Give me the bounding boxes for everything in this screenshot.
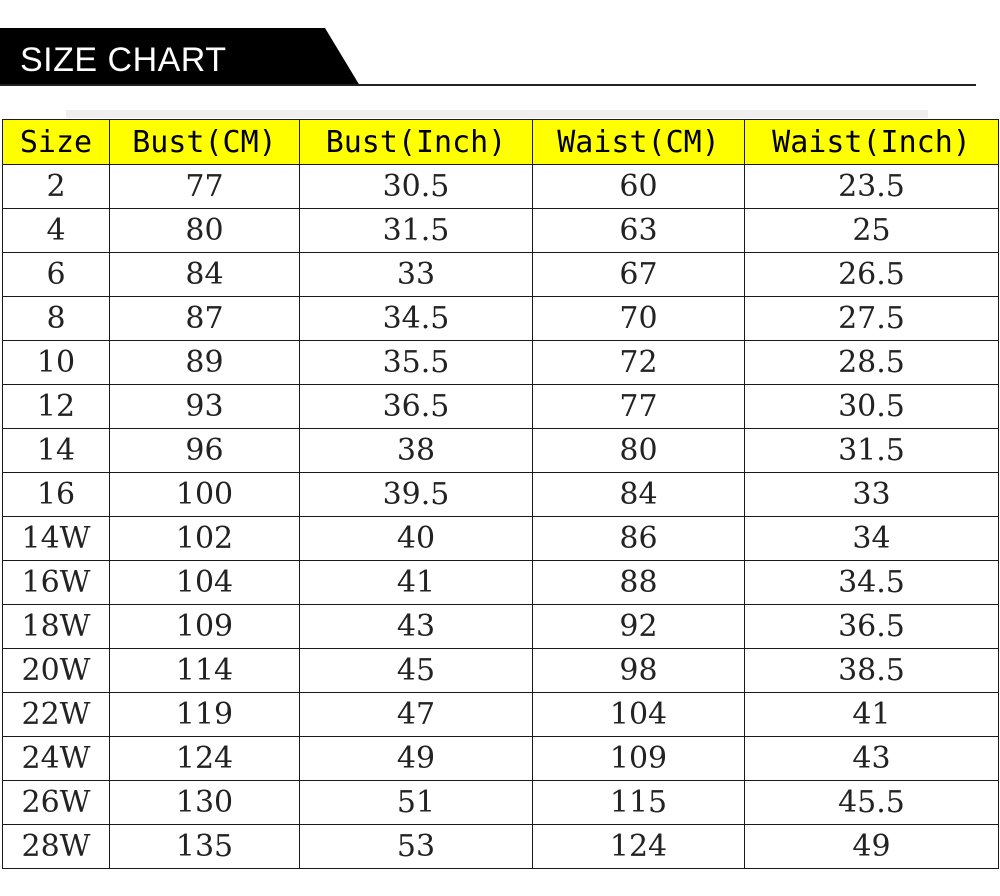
cell-size: 28W — [3, 825, 110, 869]
table-row — [3, 385, 999, 429]
cell-waist-cm: 70 — [533, 297, 745, 341]
background-strip — [66, 110, 928, 118]
cell-size: 6 — [3, 253, 110, 297]
cell-size: 14 — [3, 429, 110, 473]
cell-waist-inch: 23.5 — [745, 165, 999, 209]
cell-bust-cm: 77 — [110, 165, 300, 209]
cell-bust-inch: 47 — [300, 693, 533, 737]
cell-bust-inch: 38 — [300, 429, 533, 473]
cell-waist-inch: 26.5 — [745, 253, 999, 297]
table-body — [3, 165, 999, 869]
cell-size: 26W — [3, 781, 110, 825]
table-row — [3, 165, 999, 209]
cell-waist-inch: 38.5 — [745, 649, 999, 693]
cell-bust-cm: 130 — [110, 781, 300, 825]
cell-waist-cm: 92 — [533, 605, 745, 649]
table-row — [3, 341, 999, 385]
cell-waist-cm: 98 — [533, 649, 745, 693]
table-row — [3, 649, 999, 693]
cell-bust-cm: 114 — [110, 649, 300, 693]
cell-bust-cm: 109 — [110, 605, 300, 649]
cell-bust-cm: 135 — [110, 825, 300, 869]
cell-bust-inch: 31.5 — [300, 209, 533, 253]
cell-waist-inch: 45.5 — [745, 781, 999, 825]
cell-waist-inch: 34 — [745, 517, 999, 561]
cell-bust-inch: 33 — [300, 253, 533, 297]
cell-bust-cm: 93 — [110, 385, 300, 429]
header-bust-cm: Bust(CM) — [110, 120, 300, 165]
cell-bust-inch: 51 — [300, 781, 533, 825]
cell-bust-inch: 43 — [300, 605, 533, 649]
cell-waist-inch: 43 — [745, 737, 999, 781]
cell-bust-cm: 84 — [110, 253, 300, 297]
cell-size: 8 — [3, 297, 110, 341]
cell-bust-cm: 80 — [110, 209, 300, 253]
cell-size: 2 — [3, 165, 110, 209]
header-size: Size — [3, 120, 110, 165]
cell-waist-cm: 124 — [533, 825, 745, 869]
cell-size: 22W — [3, 693, 110, 737]
cell-bust-inch: 36.5 — [300, 385, 533, 429]
cell-waist-cm: 67 — [533, 253, 745, 297]
cell-bust-inch: 40 — [300, 517, 533, 561]
cell-size: 14W — [3, 517, 110, 561]
cell-waist-inch: 36.5 — [745, 605, 999, 649]
cell-waist-cm: 86 — [533, 517, 745, 561]
cell-waist-inch: 33 — [745, 473, 999, 517]
cell-bust-cm: 104 — [110, 561, 300, 605]
table-row — [3, 429, 999, 473]
bottom-edge — [0, 886, 1000, 896]
table-row — [3, 297, 999, 341]
cell-bust-inch: 34.5 — [300, 297, 533, 341]
cell-size: 10 — [3, 341, 110, 385]
size-chart-table — [2, 119, 999, 869]
table-row — [3, 473, 999, 517]
cell-size: 24W — [3, 737, 110, 781]
cell-bust-inch: 53 — [300, 825, 533, 869]
cell-waist-cm: 60 — [533, 165, 745, 209]
cell-waist-inch: 25 — [745, 209, 999, 253]
title-divider — [0, 84, 976, 86]
cell-waist-cm: 115 — [533, 781, 745, 825]
page-title: SIZE CHART — [20, 41, 227, 79]
cell-size: 12 — [3, 385, 110, 429]
cell-bust-cm: 102 — [110, 517, 300, 561]
table-row — [3, 825, 999, 869]
cell-waist-cm: 88 — [533, 561, 745, 605]
table-row — [3, 561, 999, 605]
cell-bust-inch: 39.5 — [300, 473, 533, 517]
cell-waist-inch: 34.5 — [745, 561, 999, 605]
cell-bust-cm: 100 — [110, 473, 300, 517]
cell-bust-inch: 49 — [300, 737, 533, 781]
cell-bust-inch: 35.5 — [300, 341, 533, 385]
cell-size: 4 — [3, 209, 110, 253]
cell-bust-cm: 87 — [110, 297, 300, 341]
table-row — [3, 737, 999, 781]
header-waist-cm: Waist(CM) — [533, 120, 745, 165]
cell-waist-inch: 49 — [745, 825, 999, 869]
cell-waist-inch: 31.5 — [745, 429, 999, 473]
cell-waist-inch: 27.5 — [745, 297, 999, 341]
cell-size: 16W — [3, 561, 110, 605]
cell-waist-cm: 72 — [533, 341, 745, 385]
cell-size: 18W — [3, 605, 110, 649]
cell-size: 16 — [3, 473, 110, 517]
table-row — [3, 517, 999, 561]
cell-bust-cm: 119 — [110, 693, 300, 737]
cell-bust-inch: 41 — [300, 561, 533, 605]
header-bust-inch: Bust(Inch) — [300, 120, 533, 165]
cell-waist-cm: 84 — [533, 473, 745, 517]
table-row — [3, 209, 999, 253]
cell-waist-cm: 109 — [533, 737, 745, 781]
table-header-row — [3, 120, 999, 165]
cell-bust-inch: 45 — [300, 649, 533, 693]
cell-waist-cm: 80 — [533, 429, 745, 473]
cell-waist-cm: 77 — [533, 385, 745, 429]
cell-bust-cm: 89 — [110, 341, 300, 385]
cell-waist-inch: 41 — [745, 693, 999, 737]
table-row — [3, 693, 999, 737]
cell-waist-cm: 63 — [533, 209, 745, 253]
table-row — [3, 253, 999, 297]
cell-waist-cm: 104 — [533, 693, 745, 737]
cell-waist-inch: 28.5 — [745, 341, 999, 385]
cell-size: 20W — [3, 649, 110, 693]
table-row — [3, 605, 999, 649]
cell-bust-cm: 96 — [110, 429, 300, 473]
header-waist-inch: Waist(Inch) — [745, 120, 999, 165]
cell-bust-cm: 124 — [110, 737, 300, 781]
cell-waist-inch: 30.5 — [745, 385, 999, 429]
cell-bust-inch: 30.5 — [300, 165, 533, 209]
table-row — [3, 781, 999, 825]
